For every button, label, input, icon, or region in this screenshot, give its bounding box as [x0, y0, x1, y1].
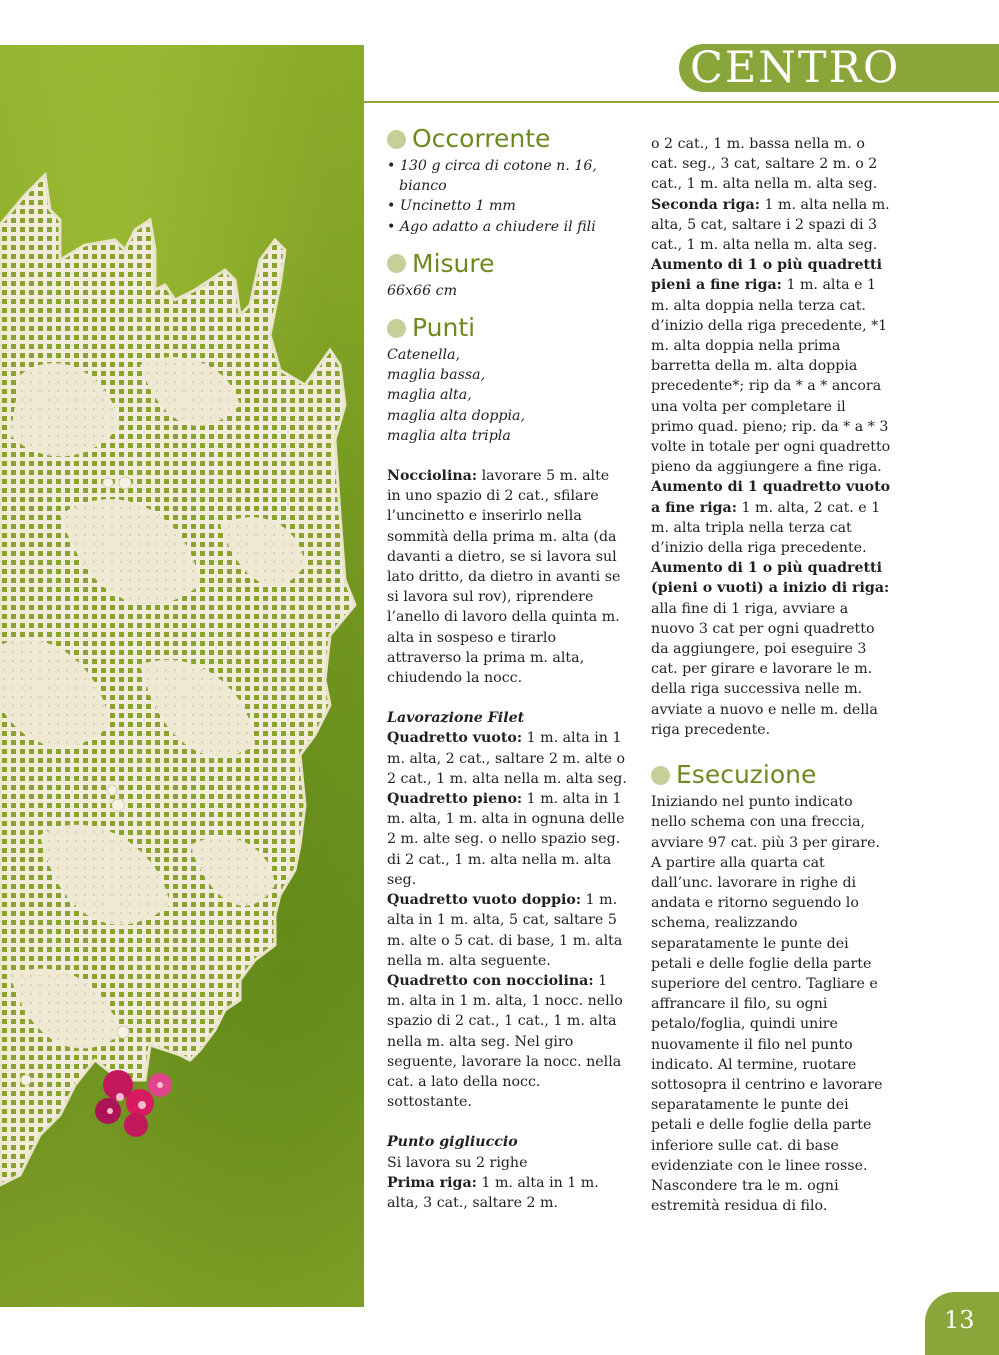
filet-entry: Quadretto con nocciolina: 1 m. alta in 1 m. alta, 1 nocc. nello spazio di 2 cat., 1 cat., 1 m. alta nella m. alta seg. Nel giro seguente, lavorare la nocc. nella cat. a lato della nocc. sottostante.	[387, 972, 623, 1111]
size-value: 66x66 cm	[387, 282, 458, 299]
stitch-item: Catenella,	[387, 347, 460, 364]
gigliuccio-prima: Prima riga: 1 m. alta in 1 m. alta, 3 cat., saltare 2 m.	[387, 1174, 599, 1211]
stitch-item: maglia alta,	[387, 387, 472, 404]
materials-item: • 130 g circa di cotone n. 16, bianco	[387, 158, 597, 195]
bullet-dot-icon	[651, 766, 670, 785]
filet-entry: Quadretto pieno: 1 m. alta in 1 m. alta, 1 m. alta in ognuna delle 2 m. alte seg. o nello spazio seg. di 2 cat., 1 m. alta nella m. alta seg.	[387, 791, 625, 888]
doily-illustration	[0, 45, 364, 1307]
filet-title: Lavorazione Filet	[387, 710, 525, 727]
gigliuccio-seconda: Seconda riga: 1 m. alta nella m. alta, 5 cat, saltare i 2 spazi di 3 cat., 1 m. alta nella m. alta seg.	[651, 196, 890, 254]
gigliuccio-intro: Si lavora su 2 righe	[387, 1154, 528, 1171]
text-column-1	[387, 124, 627, 1213]
filet-entry: Quadretto vuoto: 1 m. alta in 1 m. alta, 2 cat., saltare 2 m. alte o 2 cat., 1 m. alta nella m. alta seg.	[387, 730, 627, 787]
bullet-dot-icon	[387, 130, 406, 149]
aumento-entry: Aumento di 1 o più quadretti (pieni o vuoti) a inizio di riga: alla fine di 1 riga, avviare a nuovo 3 cat per ogni quadretto da aggiungere, poi eseguire 3 cat. per girare e lavorare le m. della riga successiva nelle m. avviate a nuovo e nelle m. della riga precedente.	[651, 560, 890, 738]
esecuzione-paragraph: Iniziando nel punto indicato nello schema con una freccia, avviare 97 cat. più 3 per girare. A partire alla quarta cat dall’unc. lavorare in righe di andata e ritorno seguendo lo schema, realizzando separatamente le punte dei petali e delle foglie della parte superiore del centro. Tagliare e affrancare il filo, su ogni petalo/foglia, quindi unire nuovamente il filo nel punto indicato. Al termine, ruotare sottosopra il centrino e lavorare separatamente le punte dei petali e delle foglie della parte inferiore sulle cat. di base evidenziate con le linee rosse. Nascondere tra le m. ogni estremità residua di filo.	[651, 794, 883, 1215]
text-column-2	[651, 134, 891, 1216]
materials-item: • Uncinetto 1 mm	[387, 198, 516, 215]
gigliuccio-title: Punto gigliuccio	[387, 1134, 518, 1151]
stitch-item: maglia bassa,	[387, 367, 486, 384]
page-title: CENTRO	[690, 43, 901, 93]
page-number: 13	[944, 1306, 975, 1334]
bullet-dot-icon	[387, 254, 406, 273]
bullet-dot-icon	[387, 319, 406, 338]
header-rule	[364, 101, 999, 103]
stitch-item: maglia alta doppia,	[387, 407, 525, 424]
section-heading-misure: Misure	[387, 249, 627, 279]
gigliuccio-prima-cont: o 2 cat., 1 m. bassa nella m. o cat. seg., 3 cat, saltare 2 m. o 2 cat., 1 m. alta nella m. alta seg.	[651, 136, 878, 193]
section-heading-occorrente: Occorrente	[387, 124, 627, 154]
page-number-tab	[925, 1292, 999, 1355]
materials-item: • Ago adatto a chiudere il fili	[387, 218, 596, 235]
nocciolina-paragraph: Nocciolina: lavorare 5 m. alte in uno spazio di 2 cat., sfilare l’uncinetto e inserirlo nella sommità della prima m. alta (da davanti a dietro, se si lavora sul lato dritto, da dietro in avanti se si lavora sul rov), riprendere l’anello di lavoro della quinta m. alta in sospeso e tirarlo attraverso la prima m. alta, chiudendo la nocc.	[387, 468, 621, 687]
aumento-entry: Aumento di 1 o più quadretti pieni a fine riga: 1 m. alta e 1 m. alta doppia nella terza cat. d’inizio della riga precedente, *1 m. alta doppia nella prima barretta della m. alta doppia precedente*; rip da * a * ancora una volta per completare il primo quad. pieno; rip. da * a * 3 volte in totale per ogni quadretto pieno da aggiungere a fine riga.	[651, 257, 891, 476]
filet-entry: Quadretto vuoto doppio: 1 m. alta in 1 m. alta, 5 cat, saltare 5 m. alte o 5 cat. di base, 1 m. alta nella m. alta seguente.	[387, 892, 623, 969]
section-heading-esecuzione: Esecuzione	[651, 760, 891, 790]
aumento-entry: Aumento di 1 quadretto vuoto a fine riga: 1 m. alta, 2 cat. e 1 m. alta tripla nella terza cat d’inizio della riga precedente.	[651, 479, 891, 557]
doily-photo	[0, 45, 364, 1307]
section-heading-punti: Punti	[387, 313, 627, 343]
stitch-item: maglia alta tripla	[387, 427, 511, 444]
